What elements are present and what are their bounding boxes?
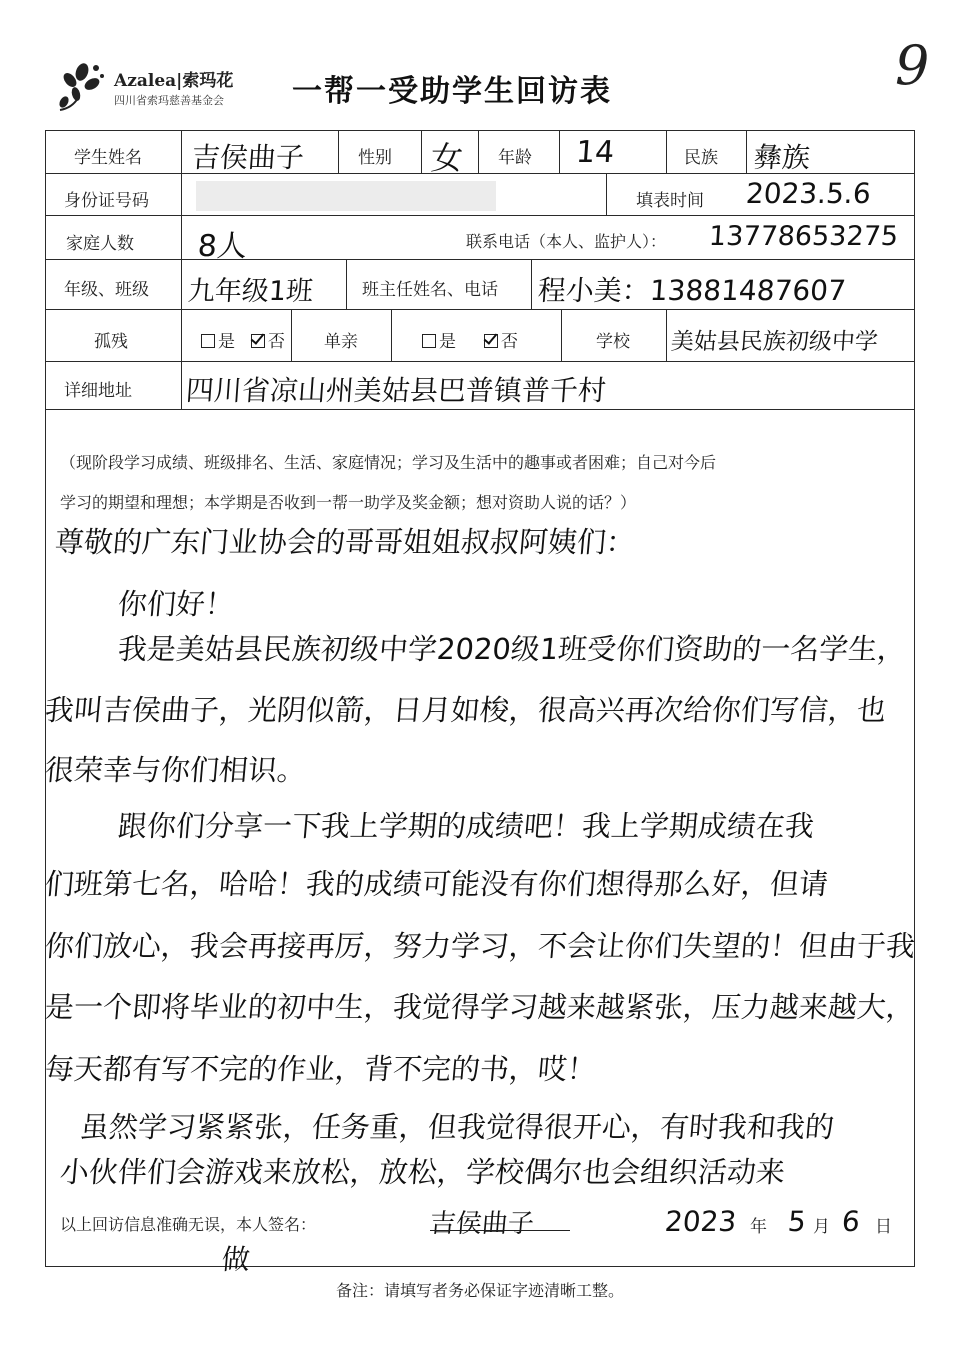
single-yes-checkbox[interactable]: [422, 334, 436, 348]
orphan-no-option[interactable]: [251, 327, 285, 352]
sign-month-label: 月: [813, 1217, 830, 1237]
letter-overflow-char: 做: [220, 1243, 252, 1276]
prompt-line-2: 学习的期望和理想；本学期是否收到一帮一助学及奖金额；想对资助人说的话？）: [60, 493, 637, 512]
letter-line-12: 小伙伴们会游戏来放松，放松，学校偶尔也会组织活动来: [58, 1155, 787, 1189]
id-number-redacted: [196, 181, 496, 211]
letter-line-11: 虽然学习紧紧张，任务重，但我觉得很开心，有时我和我的: [78, 1110, 836, 1144]
fill-time-value: 2023.5.6: [744, 177, 872, 210]
letter-line-7: 们班第七名，哈哈！我的成绩可能没有你们想得那么好，但请: [43, 867, 830, 901]
phone-value: 13778653275: [707, 221, 900, 252]
sign-day: 6: [840, 1205, 862, 1238]
sign-month: 5: [786, 1205, 808, 1238]
azalea-flower-icon: [52, 58, 110, 114]
fill-time-label: 填表时间: [636, 191, 704, 211]
school-value: 美姑县民族初级中学: [669, 329, 879, 355]
footer-note: 备注：请填写者务必保证字迹清晰工整。: [335, 1281, 624, 1300]
page-title: 一帮一受助学生回访表: [292, 74, 612, 109]
letter-line-10: 每天都有写不完的作业，背不完的书，哎！: [43, 1052, 598, 1086]
grade-class-label: 年级、班级: [64, 280, 149, 300]
orphan-yes-option[interactable]: [201, 327, 235, 352]
student-name-value: 吉侯曲子: [190, 141, 306, 174]
letter-line-4: 我叫吉侯曲子，光阴似箭，日月如梭，很高兴再次给你们写信，也: [43, 693, 888, 727]
single-no-option[interactable]: [484, 327, 518, 352]
signature-underline: [430, 1230, 570, 1231]
orphan-yes-checkbox[interactable]: [201, 334, 215, 348]
age-label: 年龄: [498, 148, 532, 168]
logo-name: Azalea|索玛花: [114, 71, 234, 91]
page-number: 9: [895, 34, 930, 97]
orphan-no-checkbox[interactable]: [251, 334, 265, 348]
sign-day-label: 日: [875, 1217, 892, 1237]
letter-line-8: 你们放心，我会再接再厉，努力学习，不会让你们失望的！但由于我: [43, 929, 917, 963]
logo-organization: 四川省索玛慈善基金会: [114, 94, 224, 107]
family-size-value: 8人: [196, 229, 249, 264]
address-label: 详细地址: [64, 381, 132, 401]
letter-line-5: 很荣幸与你们相识。: [43, 753, 308, 787]
id-number-label: 身份证号码: [64, 191, 149, 211]
age-value: 14: [574, 135, 616, 170]
single-no-text: 否: [501, 332, 518, 352]
letter-line-6: 跟你们分享一下我上学期的成绩吧！我上学期成绩在我: [116, 809, 816, 843]
single-parent-label: 单亲: [324, 332, 358, 352]
head-teacher-value: 程小美：13881487607: [536, 274, 848, 307]
orphan-no-text: 否: [268, 332, 285, 352]
sign-year: 2023: [663, 1205, 738, 1238]
sign-year-label: 年: [750, 1217, 767, 1237]
letter-line-9: 是一个即将毕业的初中生，我觉得学习越来越紧张，压力越来越大，: [43, 990, 917, 1024]
single-yes-text: 是: [439, 332, 456, 352]
head-teacher-label: 班主任姓名、电话: [362, 280, 498, 300]
orphan-label: 孤残: [94, 332, 128, 352]
ethnicity-value: 彝族: [752, 141, 812, 174]
letter-line-1: 尊敬的广东门业协会的哥哥姐姐叔叔阿姨们：: [53, 525, 637, 559]
single-yes-option[interactable]: [422, 327, 456, 352]
address-value: 四川省凉山州美姑县巴普镇普千村: [184, 374, 608, 407]
foundation-logo: [52, 58, 292, 114]
letter-line-3: 我是美姑县民族初级中学2020级1班受你们资助的一名学生，: [116, 632, 908, 666]
signature-name: 吉侯曲子: [428, 1209, 536, 1239]
signature-label: 以上回访信息准确无误，本人签名：: [60, 1215, 317, 1234]
ethnicity-label: 民族: [684, 148, 718, 168]
gender-label: 性别: [358, 148, 392, 168]
school-label: 学校: [596, 332, 630, 352]
letter-line-2: 你们好！: [116, 587, 236, 621]
orphan-yes-text: 是: [218, 332, 235, 352]
family-size-label: 家庭人数: [66, 234, 134, 254]
student-name-label: 学生姓名: [74, 148, 142, 168]
grade-class-value: 九年级1班: [186, 276, 315, 307]
phone-label: 联系电话（本人、监护人）：: [466, 232, 667, 251]
single-no-checkbox[interactable]: [484, 334, 498, 348]
gender-value: 女: [429, 139, 465, 177]
prompt-line-1: （现阶段学习成绩、班级排名、生活、家庭情况；学习及生活中的趣事或者困难；自己对今后: [60, 453, 717, 472]
